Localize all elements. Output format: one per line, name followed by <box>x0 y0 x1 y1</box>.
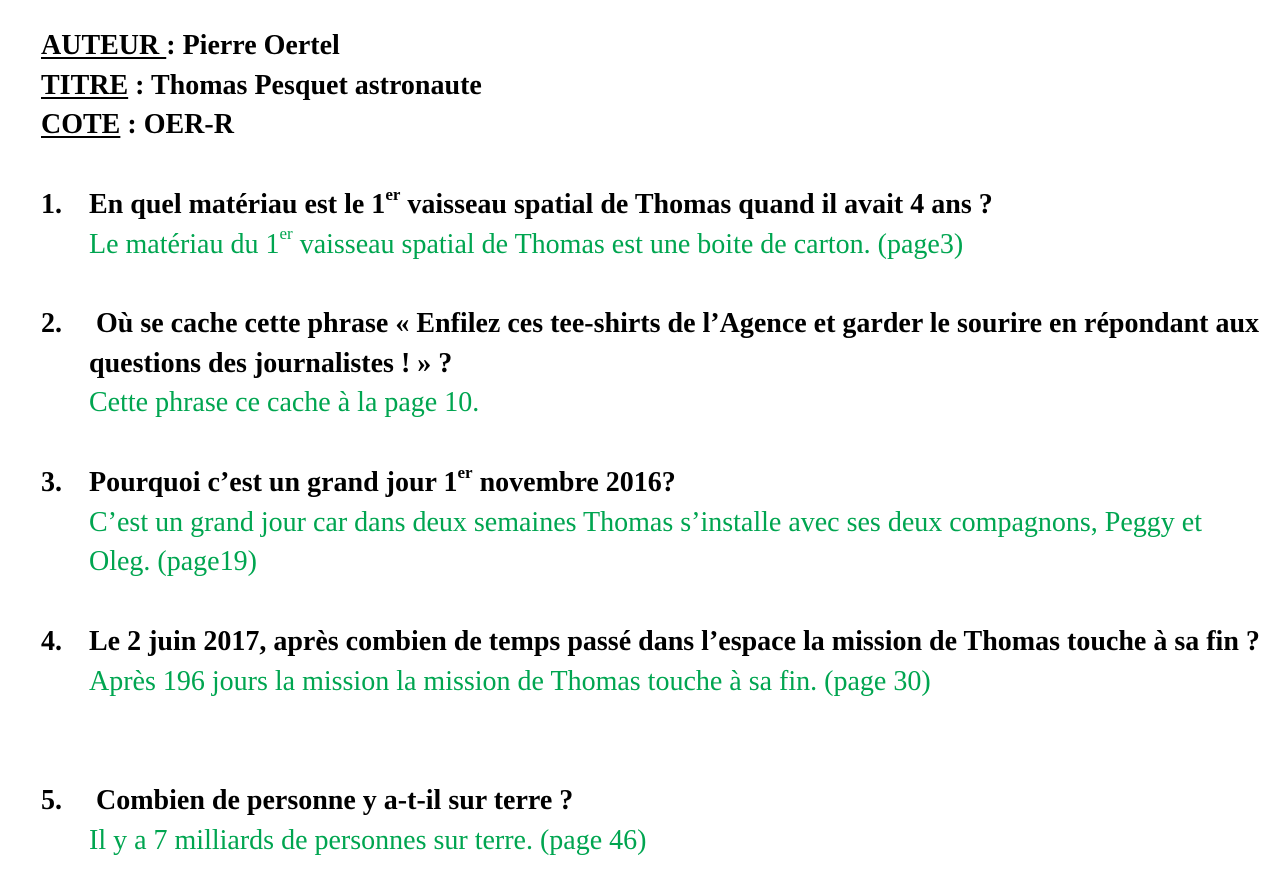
question-row <box>41 304 1267 423</box>
question-row <box>41 185 1261 264</box>
question-text-part: vaisseau spatial de Thomas quand il avait 4 ans ? <box>400 189 993 220</box>
author-value: Pierre Oertel <box>182 30 340 61</box>
question-row <box>41 463 1261 582</box>
author-line <box>41 26 482 66</box>
author-label: AUTEUR <box>41 30 167 61</box>
book-info <box>41 26 482 145</box>
answer-text-part: vaisseau spatial de Thomas est une boite de carton. (page3) <box>292 228 964 260</box>
question-text-part: Pourquoi c’est un grand jour 1 <box>89 467 458 498</box>
answer-text-part: Le matériau du 1 <box>89 228 280 260</box>
answer-text <box>89 225 1261 265</box>
title-separator: : <box>128 69 151 101</box>
cote-separator: : <box>120 109 144 141</box>
question-text <box>89 185 1261 225</box>
answer-text: C’est un grand jour car dans deux semaines Thomas s’installe avec ses deux compagnons, Peggy et Oleg. (page19) <box>89 506 1202 578</box>
question-row <box>41 622 1261 701</box>
question-text: Combien de personne y a-t-il sur terre ? <box>89 785 574 816</box>
cote-value: OER-R <box>143 109 234 141</box>
question-number: 5. <box>41 785 62 816</box>
question-number: 4. <box>41 626 62 657</box>
question-text-part: En quel matériau est le 1 <box>89 189 386 220</box>
author-separator: : <box>166 30 183 61</box>
question-item-1 <box>41 185 1261 264</box>
superscript: er <box>385 184 401 204</box>
question-text <box>89 463 1261 503</box>
question-text-part: novembre 2016? <box>472 467 676 498</box>
title-value: Thomas Pesquet astronaute <box>150 69 482 101</box>
question-item-3 <box>41 463 1261 582</box>
cote-label: COTE <box>41 109 121 141</box>
question-number: 3. <box>41 467 62 498</box>
question-text: Où se cache cette phrase « Enfilez ces tee-shirts de l’Agence et garder le sourire en répondant aux questions des journalistes ! » ? <box>89 308 1267 379</box>
question-text: Le 2 juin 2017, après combien de temps passé dans l’espace la mission de Thomas touche à sa fin ? <box>89 626 1260 657</box>
question-item-2 <box>41 304 1267 423</box>
question-row <box>41 781 1261 860</box>
answer-text: Après 196 jours la mission la mission de Thomas touche à sa fin. (page 30) <box>89 665 931 697</box>
question-number: 1. <box>41 189 62 220</box>
cote-line <box>41 105 482 145</box>
title-label: TITRE <box>41 69 129 101</box>
question-number: 2. <box>41 308 62 339</box>
superscript: er <box>279 224 293 244</box>
title-line <box>41 66 482 106</box>
answer-text: Cette phrase ce cache à la page 10. <box>89 387 480 419</box>
question-item-5 <box>41 781 1261 860</box>
superscript: er <box>457 462 473 482</box>
answer-text: Il y a 7 milliards de personnes sur terre. (page 46) <box>89 824 647 856</box>
question-item-4 <box>41 622 1261 701</box>
